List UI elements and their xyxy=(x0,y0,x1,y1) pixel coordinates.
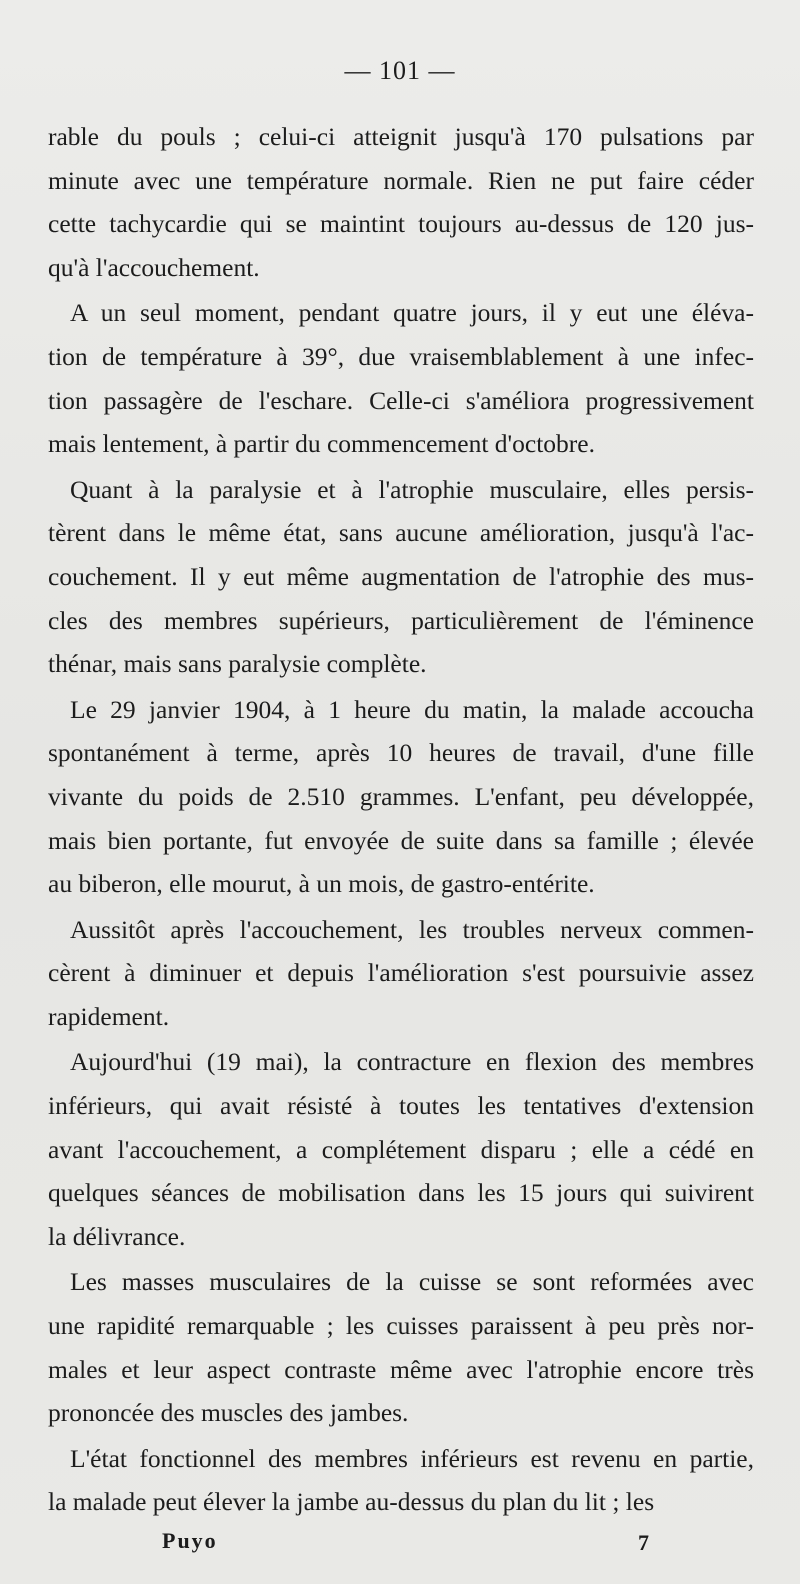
text-line: males et leur aspect contraste même avec l'atrophie encore très xyxy=(48,1354,754,1384)
text-line: la délivrance. xyxy=(48,1221,186,1251)
text-line: une rapidité remarquable ; les cuisses paraissent à peu près nor- xyxy=(48,1311,754,1341)
printer-signature: Puyo xyxy=(162,1528,218,1553)
text-line: la malade peut élever la jambe au-dessus du plan du lit ; les xyxy=(48,1487,655,1517)
text-line: cèrent à diminuer et depuis l'amélioration s'est poursuivie assez xyxy=(48,958,754,988)
text-line: L'état fonctionnel des membres inférieurs est revenu en partie, xyxy=(70,1443,754,1473)
page-footer xyxy=(0,1528,800,1558)
paragraph xyxy=(48,908,754,1039)
text-line: rable du pouls ; celui-ci atteignit jusqu'à 170 pulsations par xyxy=(48,122,754,151)
text-line: rapidement. xyxy=(48,1001,170,1031)
text-line: cette tachycardie qui se maintint toujours au-dessus de 120 jus- xyxy=(48,209,754,239)
text-line: inférieurs, qui avait résisté à toutes les tentatives d'extension xyxy=(48,1091,754,1121)
paragraph xyxy=(48,291,754,465)
text-line: cles des membres supérieurs, particulièrement de l'éminence xyxy=(48,605,754,635)
paragraph xyxy=(48,1260,754,1434)
text-line: mais lentement, à partir du commencement d'octobre. xyxy=(48,429,595,459)
text-line: tion passagère de l'eschare. Celle-ci s'améliora progressivement xyxy=(48,385,754,415)
body-text xyxy=(48,115,754,1526)
paragraph xyxy=(48,688,754,906)
text-line: Aujourd'hui (19 mai), la contracture en flexion des membres xyxy=(70,1047,754,1077)
text-line: quelques séances de mobilisation dans les 15 jours qui suivirent xyxy=(48,1178,754,1208)
text-line: prononcée des muscles des jambes. xyxy=(48,1398,409,1428)
text-line: spontanément à terme, après 10 heures de travail, d'une fille xyxy=(48,738,754,768)
text-line: Les masses musculaires de la cuisse se sont reformées avec xyxy=(70,1267,754,1297)
paragraph xyxy=(48,468,754,686)
text-line: avant l'accouchement, a complétement disparu ; elle a cédé en xyxy=(48,1134,754,1164)
paragraph xyxy=(48,1437,754,1524)
text-line: tion de température à 39°, due vraisemblablement à une infec- xyxy=(48,341,754,371)
text-line: tèrent dans le même état, sans aucune amélioration, jusqu'à l'ac- xyxy=(48,518,754,548)
text-line: A un seul moment, pendant quatre jours, il y eut une éléva- xyxy=(70,298,754,328)
text-line: thénar, mais sans paralysie complète. xyxy=(48,649,427,679)
text-line: Aussitôt après l'accouchement, les troubles nerveux commen- xyxy=(70,914,754,944)
text-line: couchement. Il y eut même augmentation de l'atrophie des mus- xyxy=(48,561,754,591)
paragraph xyxy=(48,1040,754,1258)
text-line: au biberon, elle mourut, à un mois, de gastro-entérite. xyxy=(48,869,595,899)
paragraph xyxy=(48,115,754,289)
sheet-number: 7 xyxy=(638,1530,649,1555)
text-line: vivante du poids de 2.510 grammes. L'enfant, peu développée, xyxy=(48,781,754,811)
text-line: Quant à la paralysie et à l'atrophie musculaire, elles persis- xyxy=(70,474,754,504)
text-line: minute avec une température normale. Rien ne put faire céder xyxy=(48,165,754,195)
text-line: qu'à l'accouchement. xyxy=(48,252,260,282)
page-number: — 101 — xyxy=(344,56,456,85)
text-line: Le 29 janvier 1904, à 1 heure du matin, la malade accoucha xyxy=(70,694,754,724)
text-line: mais bien portante, fut envoyée de suite dans sa famille ; élevée xyxy=(48,825,754,855)
